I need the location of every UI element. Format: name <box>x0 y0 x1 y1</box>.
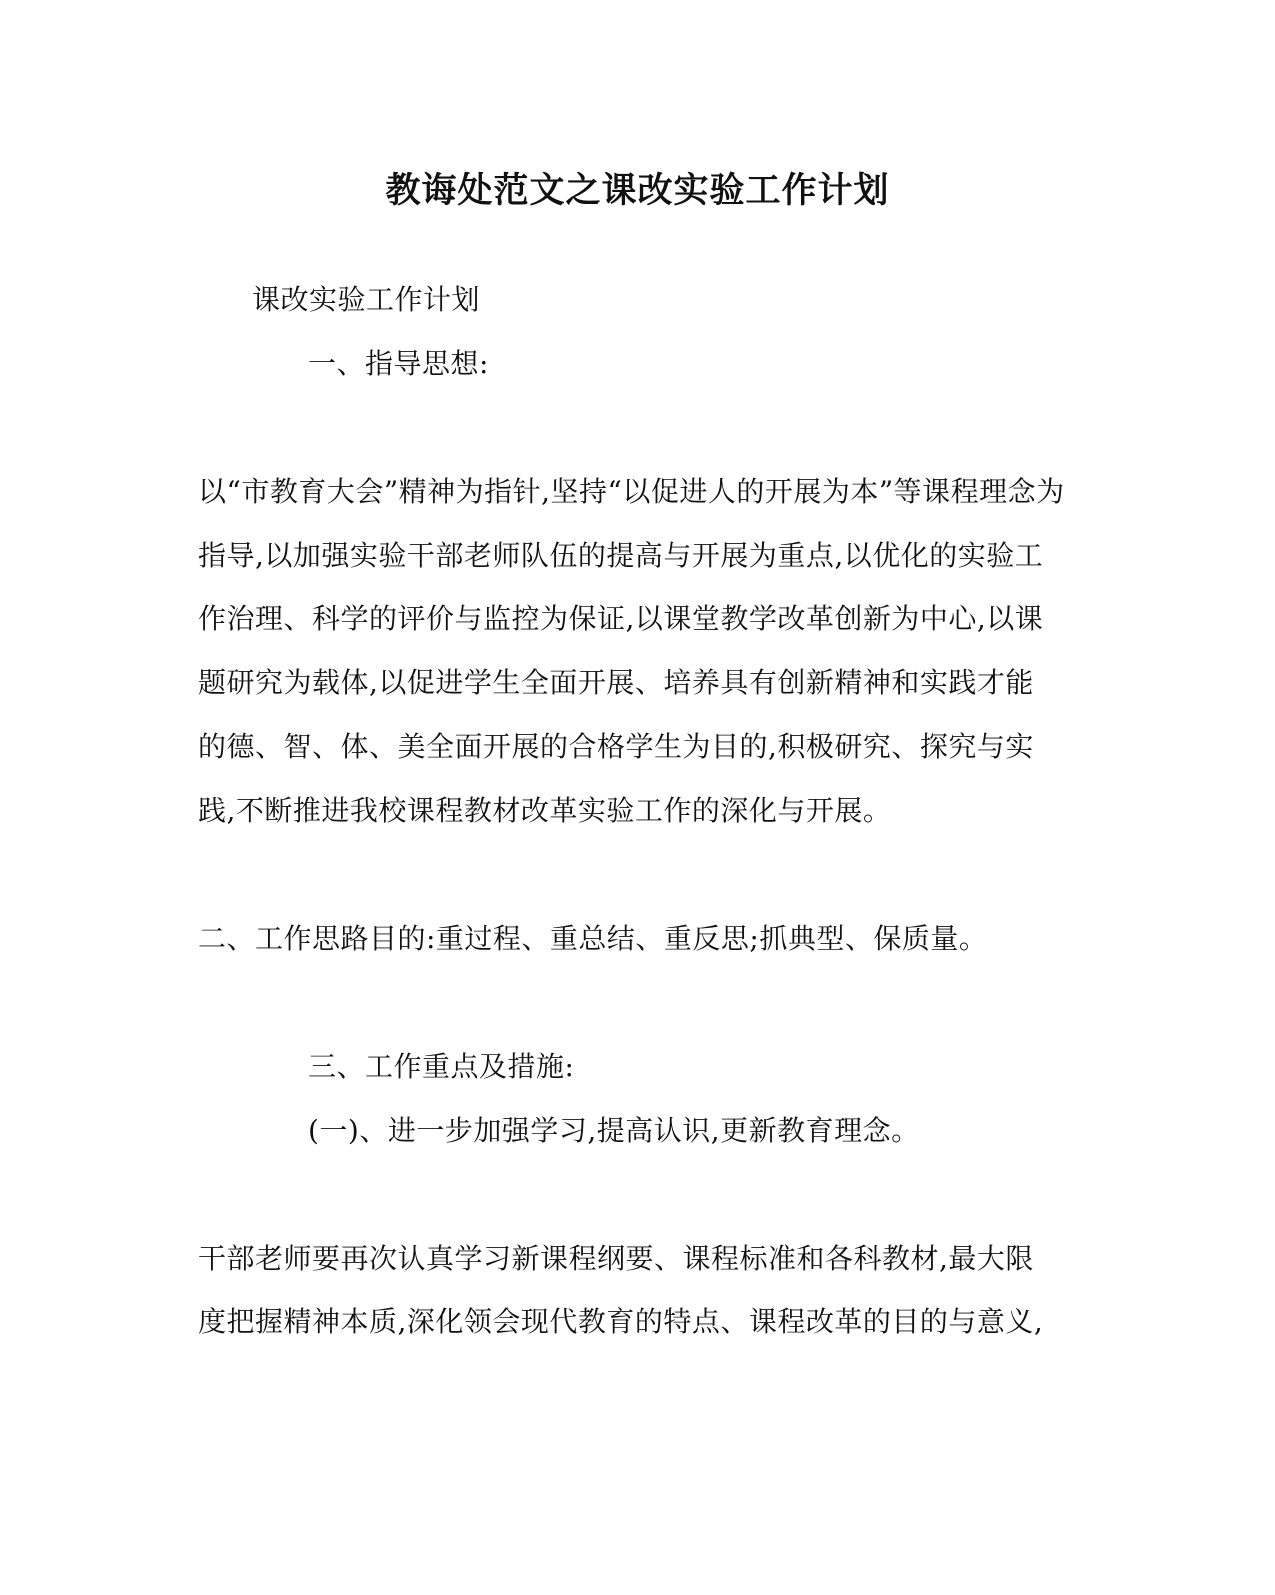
paragraph-line: 践,不断推进我校课程教材改革实验工作的深化与开展。 <box>198 794 892 827</box>
section-line-work-approach: 二、工作思路目的:重过程、重总结、重反思;抓典型、保质量。 <box>198 922 988 955</box>
paragraph-line: 指导,以加强实验干部老师队伍的提高与开展为重点,以优化的实验工 <box>198 539 1044 572</box>
section-heading-key-work: 三、工作重点及措施: <box>308 1050 575 1083</box>
section-heading-guiding-thought: 一、指导思想: <box>308 347 489 380</box>
paragraph-line: 干部老师要再次认真学习新课程纲要、课程标准和各科教材,最大限 <box>198 1242 1034 1275</box>
document-title: 教诲处范文之课改实验工作计划 <box>385 170 890 211</box>
paragraph-line: 度把握精神本质,深化领会现代教育的特点、课程改革的目的与意义, <box>198 1305 1044 1338</box>
paragraph-line: 以“市教育大会”精神为指针,坚持“以促进人的开展为本”等课程理念为 <box>198 475 1065 508</box>
paragraph-line: 的德、智、体、美全面开展的合格学生为目的,积极研究、探究与实 <box>198 730 1034 763</box>
paragraph-line: 题研究为载体,以促进学生全面开展、培养具有创新精神和实践才能 <box>198 666 1034 699</box>
document-subtitle: 课改实验工作计划 <box>252 283 481 316</box>
paragraph-line: 作治理、科学的评价与监控为保证,以课堂教学改革创新为中心,以课 <box>198 602 1044 635</box>
subsection-heading-strengthen-learning: (一)、进一步加强学习,提高认识,更新教育理念。 <box>308 1114 920 1147</box>
